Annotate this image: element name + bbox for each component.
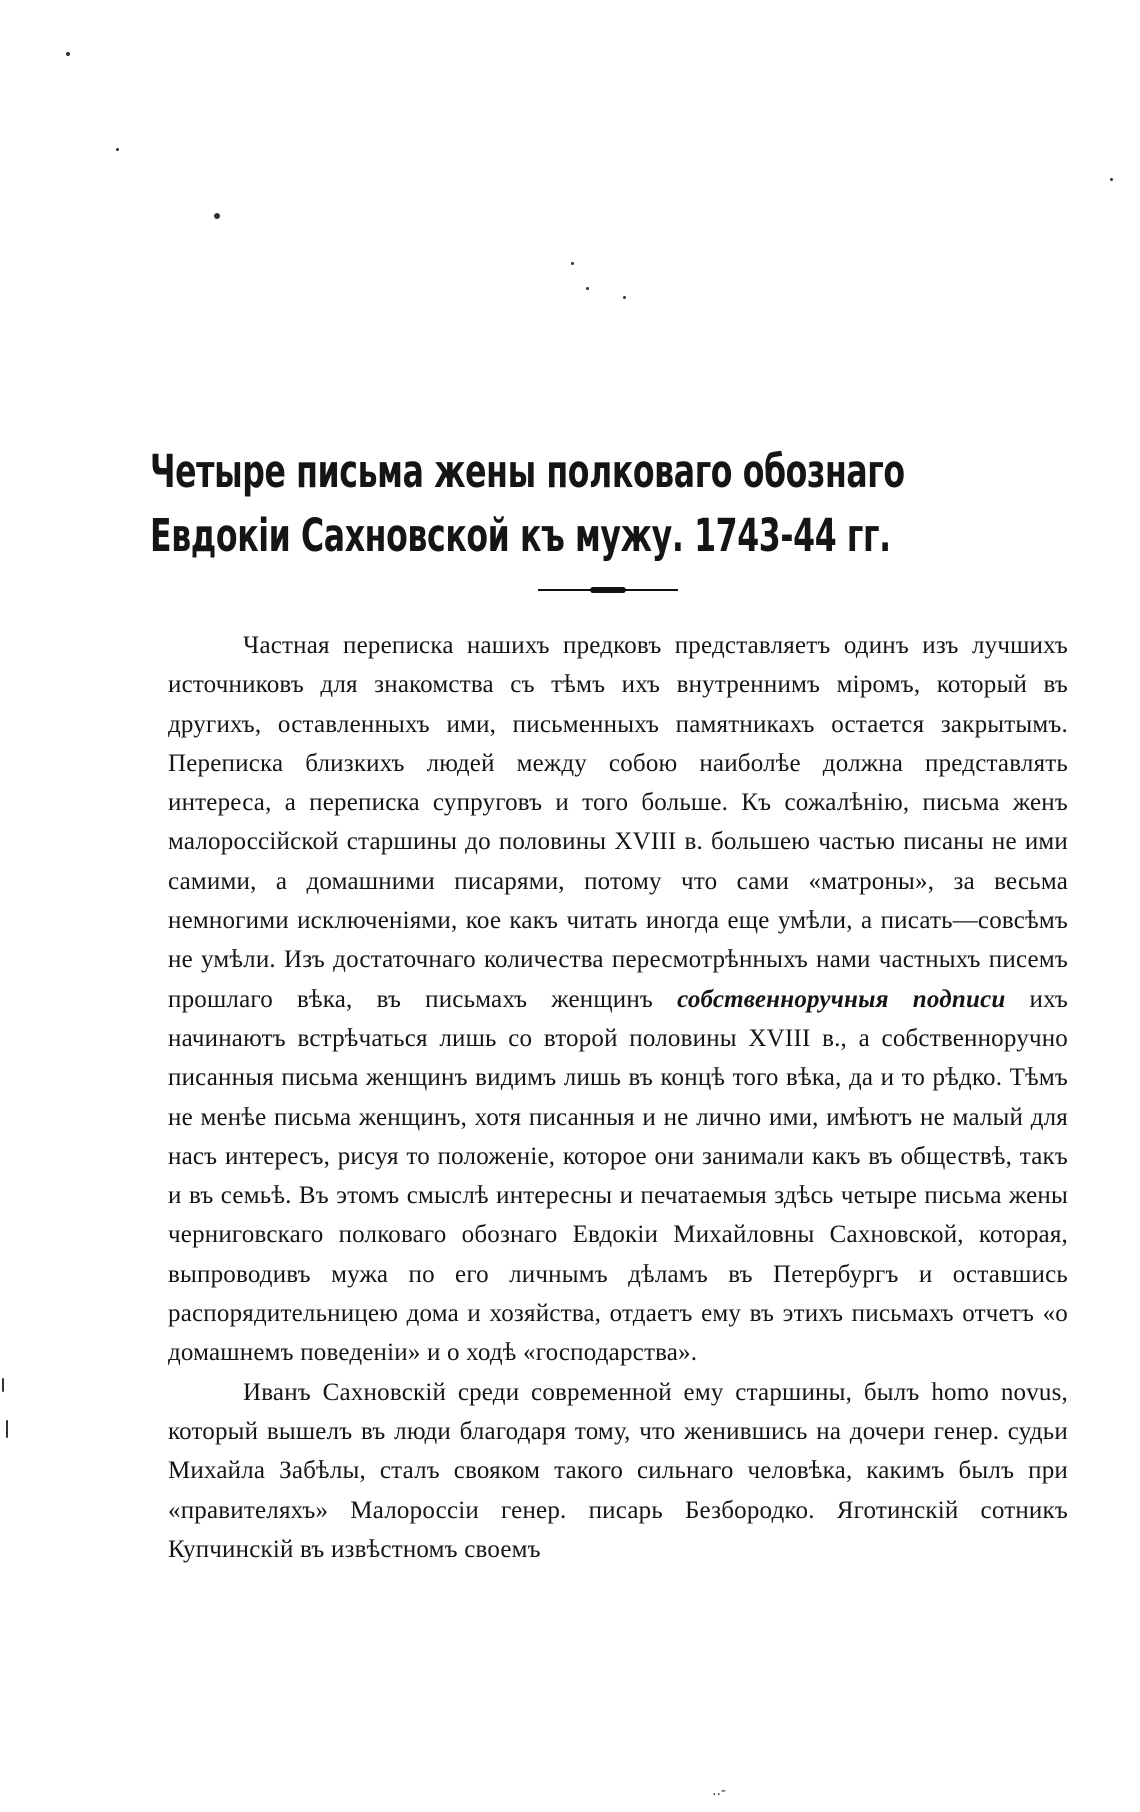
paragraph-2: Иванъ Сахновскій среди современной ему старшины, былъ homo novus, который вышелъ въ люди благодаря тому, что женившись на дочери генер. судьи Михайла Забѣлы, сталъ свояком такого сильнаго человѣка, какимъ былъ при «правителяхъ» Малороссіи генер. писарь Безбородко. Яготинскій сотникъ Купчинскій въ извѣстномъ своемъ xyxy=(168,1378,1068,1563)
paragraph-1-italic: собственноручныя подписи xyxy=(677,985,1006,1013)
title-divider xyxy=(538,583,678,597)
paragraph-1-part-2: ихъ начинаютъ встрѣчаться лишь со второй половины XVIII в., а собственноручно писанныя письма женщинъ видимъ лишь въ концѣ того вѣка, да и то рѣдко. Тѣмъ не менѣе письма женщинъ, хотя писанныя и не лично ими, имѣютъ не малый для насъ интересъ, рисуя то положеніе, которое они занимали какъ въ обществѣ, такъ и въ семьѣ. Въ этомъ смыслѣ интересны и печатаемыя здѣсь четыре письма жены черниговскаго полковаго обознаго Евдокіи Михайловны Сахновской, которая, выпроводивъ мужа по его личнымъ дѣламъ въ Петербургъ и оставшись распорядительницею дома и хозяйства, отдаетъ ему въ этихъ письмахъ отчетъ «о домашнемъ поведеніи» и о ходѣ «господарства». xyxy=(168,985,1069,1367)
paragraph-1-part-1: Частная переписка нашихъ предковъ представляетъ одинъ изъ лучшихъ источниковъ для знакомства съ тѣмъ ихъ внутреннимъ міромъ, который въ другихъ, оставленныхъ ими, письменныхъ памятникахъ остается закрытымъ. Переписка близкихъ людей между собою наиболѣе должна представлять интереса, а переписка супруговъ и того больше. Къ сожалѣнію, письма женъ малороссійской старшины до половины XVIII в. большею частью писаны не ими самими, а домашними писарями, потому что сами «матроны», за весьма немногими исключеніями, кое какъ читать иногда еще умѣли, а писать—совсѣмъ не умѣли. Изъ достаточнаго количества пересмотрѣнныхъ нами частныхъ писемъ прошлаго вѣка, въ письмахъ женщинъ xyxy=(168,632,1068,1013)
title-line-2: Евдокіи Сахновской къ мужу. 1743-44 гг. xyxy=(150,509,891,562)
title-line-1: Четыре письма жены полковаго обознаго xyxy=(150,445,905,498)
paragraph-1 xyxy=(168,626,1068,1373)
body-text xyxy=(168,626,1068,1569)
footer-mark: ..- xyxy=(712,1783,726,1799)
document-title xyxy=(150,440,1059,568)
